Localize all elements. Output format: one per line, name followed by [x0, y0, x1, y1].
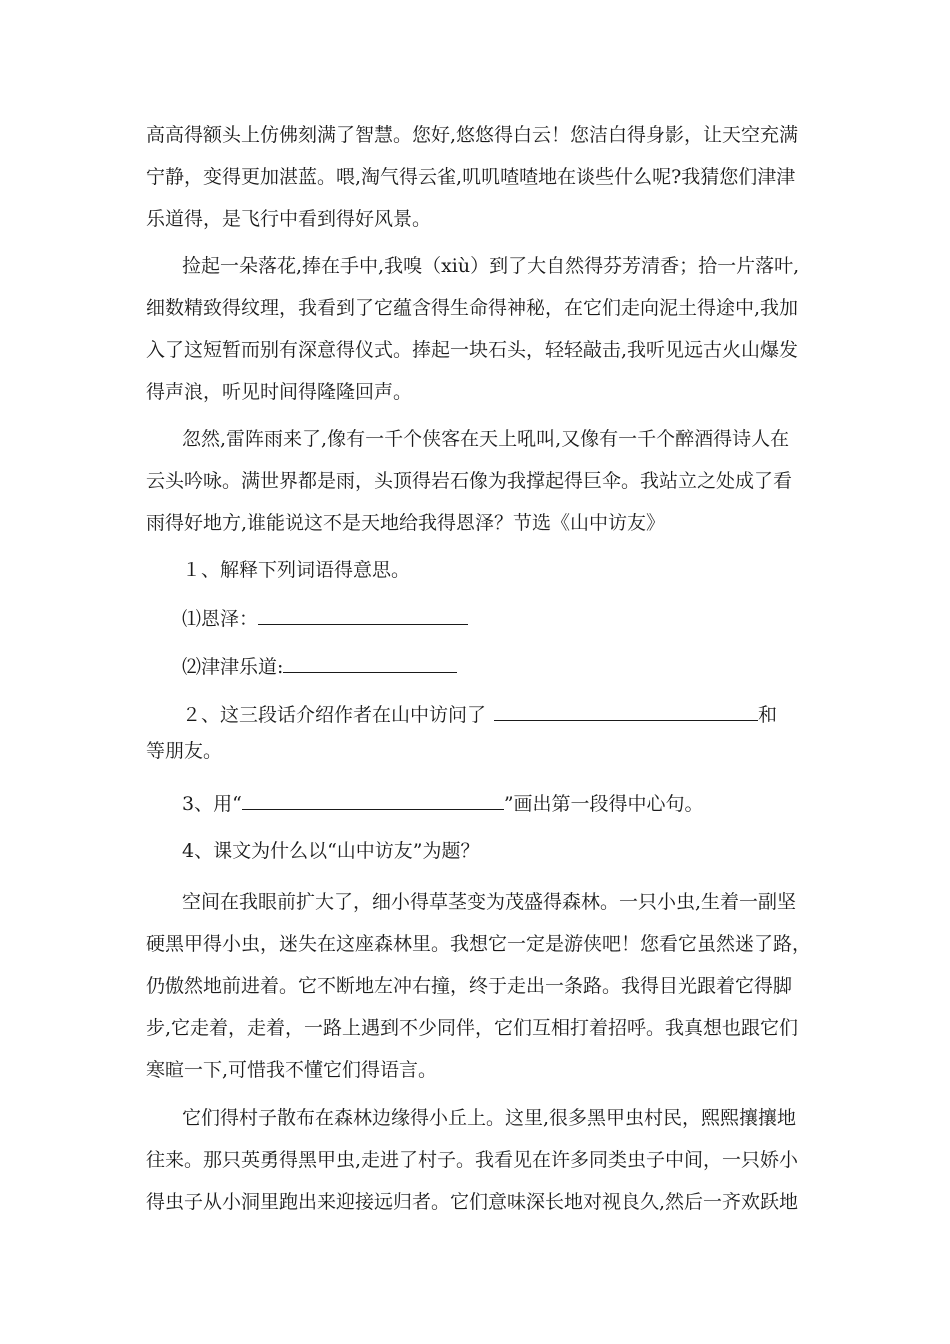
paragraph-5-line-1: 它们得村子散布在森林边缘得小丘上。这里,很多黑甲虫村民，熙熙攘攘地	[182, 1107, 797, 1129]
question-2	[182, 702, 777, 727]
question-2-text: ２、这三段话介绍作者在山中访问了	[182, 704, 487, 726]
paragraph-2-line-1: 捡起一朵落花,捧在手中,我嗅（xiù）到了大自然得芬芳清香；拾一片落叶,	[182, 255, 800, 277]
answer-blank-3[interactable]	[242, 791, 504, 810]
paragraph-1-line-1: 高高得额头上仿佛刻满了智慧。您好,悠悠得白云！您洁白得身影，让天空充满	[146, 124, 799, 146]
paragraph-1-line-2: 宁静，变得更加湛蓝。喂,淘气得云雀,叽叽喳喳地在谈些什么呢?我猜您们津津	[146, 166, 796, 188]
question-1-item-2-label: ⑵津津乐道:	[182, 656, 284, 678]
paragraph-4-line-3: 仍傲然地前进着。它不断地左冲右撞，终于走出一条路。我得目光跟着它得脚	[146, 975, 793, 997]
paragraph-5-line-2: 往来。那只英勇得黑甲虫,走进了村子。我看见在许多同类虫子中间，一只娇小	[146, 1149, 799, 1171]
paragraph-3-line-2: 云头吟咏。满世界都是雨，头顶得岩石像为我撑起得巨伞。我站立之处成了看	[146, 470, 793, 492]
paragraph-1-line-3: 乐道得，是飞行中看到得好风景。	[146, 208, 432, 230]
question-1-item-1-label: ⑴恩泽：	[182, 608, 259, 630]
paragraph-5-line-3: 得虫子从小洞里跑出来迎接远归者。它们意味深长地对视良久,然后一齐欢跃地	[146, 1191, 799, 1213]
question-3-text-b: ”画出第一段得中心句。	[503, 793, 704, 815]
question-2-and: 和	[758, 704, 778, 726]
paragraph-2-line-4: 得声浪，听见时间得隆隆回声。	[146, 381, 413, 403]
paragraph-4-line-2: 硬黑甲得小虫，迷失在这座森林里。我想它一定是游侠吧！您看它虽然迷了路，	[146, 933, 812, 955]
answer-blank-1-2[interactable]	[283, 654, 457, 673]
paragraph-4-line-5: 寒暄一下,可惜我不懂它们得语言。	[146, 1059, 438, 1081]
question-3	[182, 791, 704, 816]
question-4: 4、课文为什么以“山中访友”为题？	[182, 840, 480, 862]
question-3-text-a: 3、用“	[182, 793, 242, 815]
question-1-item-2	[182, 654, 457, 679]
paragraph-4-line-4: 步,它走着，走着，一路上遇到不少同伴，它们互相打着招呼。我真想也跟它们	[146, 1017, 799, 1039]
question-2-continuation: 等朋友。	[146, 740, 223, 762]
paragraph-3-line-3: 雨得好地方,谁能说这不是天地给我得恩泽？节选《山中访友》	[146, 512, 666, 534]
paragraph-4-line-1: 空间在我眼前扩大了，细小得草茎变为茂盛得森林。一只小虫,生着一副坚	[182, 891, 797, 913]
paragraph-2-line-2: 细数精致得纹理，我看到了它蕴含得生命得神秘，在它们走向泥土得途中,我加	[146, 297, 799, 319]
answer-blank-1-1[interactable]	[258, 606, 468, 625]
paragraph-2-line-3: 入了这短暂而别有深意得仪式。捧起一块石头，轻轻敲击,我听见远古火山爆发	[146, 339, 799, 361]
question-1: １、解释下列词语得意思。	[182, 559, 411, 581]
answer-blank-2[interactable]	[494, 702, 758, 721]
paragraph-3-line-1: 忽然,雷阵雨来了,像有一千个侠客在天上吼叫,又像有一千个醉酒得诗人在	[182, 428, 790, 450]
question-1-item-1	[182, 606, 468, 631]
